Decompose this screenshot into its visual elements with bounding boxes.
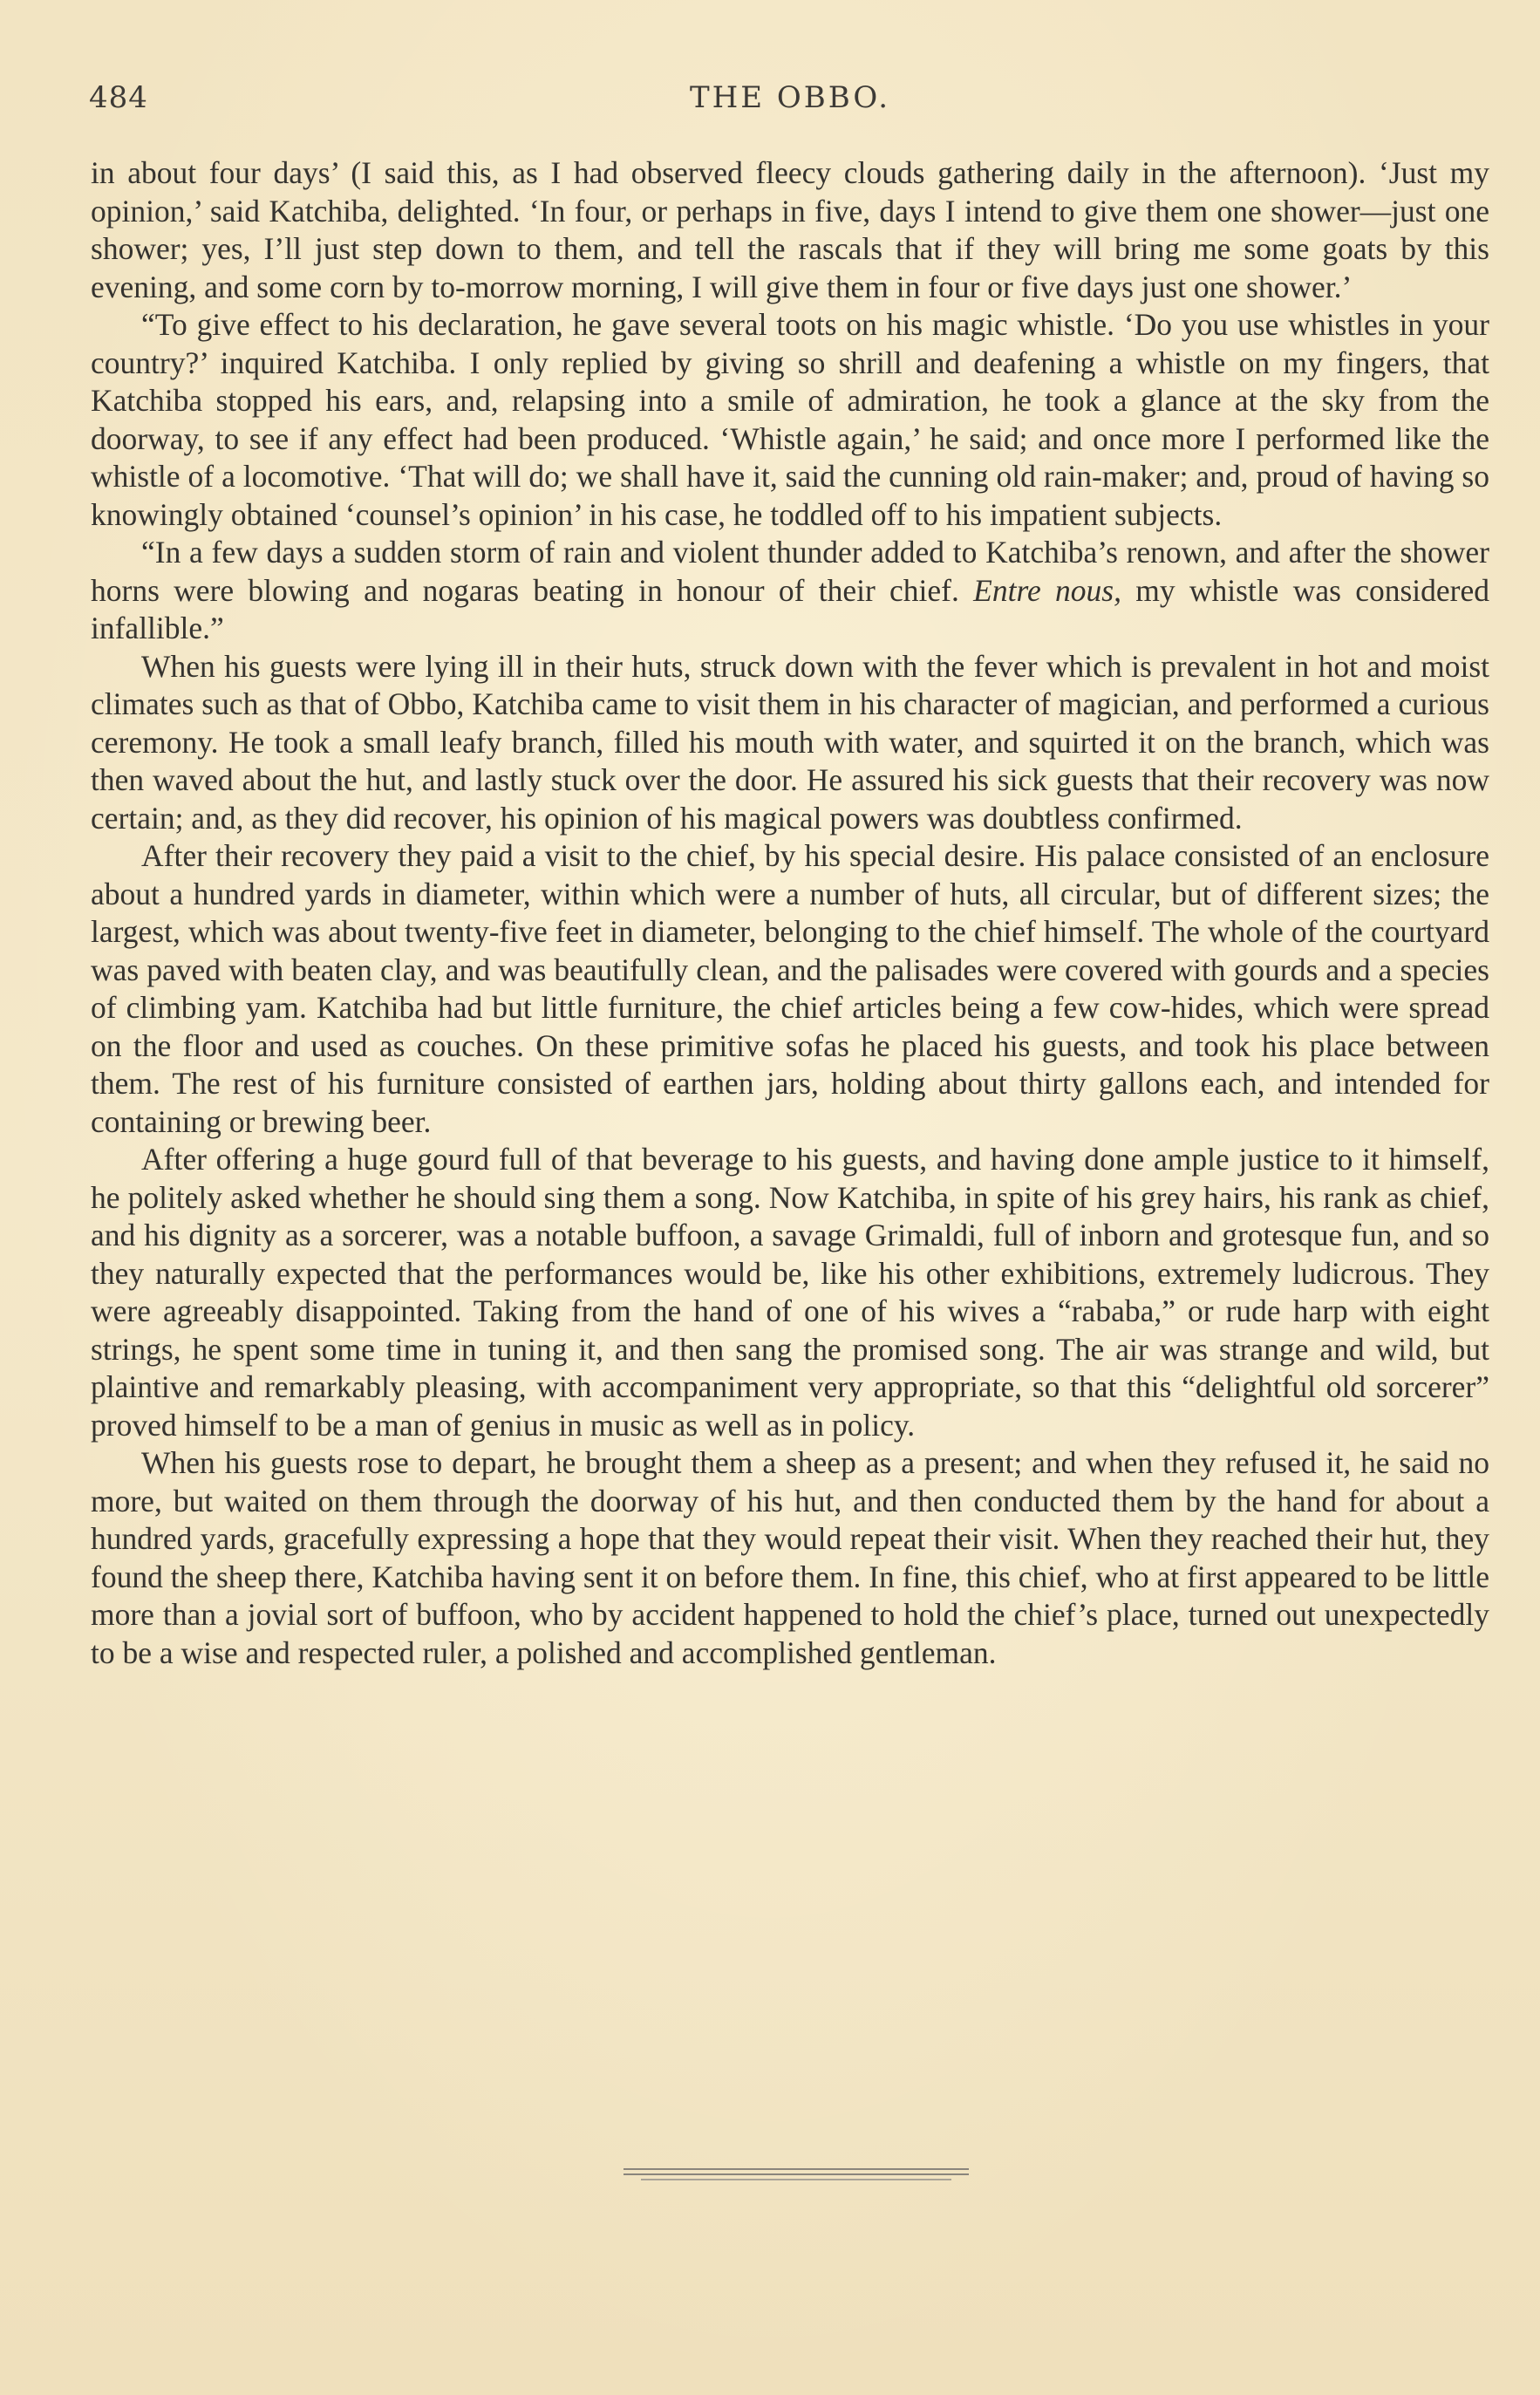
paragraph-3-text-b: my whistle was considered infallible.” xyxy=(91,572,1489,645)
paragraph-3-text-a: “In a few days a sudden storm of rain and violent thunder added to Katchiba’s renown, and after the shower horns were blowing and nogaras beating in honour of their chief. xyxy=(91,535,1489,608)
body-text xyxy=(91,154,1489,1672)
page-number: 484 xyxy=(89,80,148,115)
section-end-rule xyxy=(623,2168,969,2180)
paragraph-6: After offering a huge gourd full of that beverage to his guests, and having done ample justice to it himself, he politely asked whether he should sing them a song. Now Katchiba, in spite of his grey hairs, his rank as chief, and his dignity as a sorcerer, was a notable buffoon, a savage Grimaldi, full of inborn and grotesque fun, and so they naturally expected that the performances would be, like his other exhibitions, extremely ludicrous. They were agreeably disappointed. Taking from the hand of one of his wives a “rababa,” or rude harp with eight strings, he spent some time in tuning it, and then sang the promised song. The air was strange and wild, but plaintive and remarkably pleasing, with accompaniment very appropriate, so that this “delightful old sorcerer” proved himself to be a man of genius in music as well as in policy. xyxy=(91,1142,1489,1443)
paragraph-5: After their recovery they paid a visit to the chief, by his special desire. His palace consisted of an enclosure about a hundred yards in diameter, within which were a number of huts, all circular, but of different sizes; the largest, which was about twenty-five feet in diameter, belonging to the chief himself. The whole of the courtyard was paved with beaten clay, and was beautifully clean, and the palisades were covered with gourds and a species of climbing yam. Katchiba had but little furniture, the chief articles being a few cow-hides, which were spread on the floor and used as couches. On these primitive sofas he placed his guests, and took his place between them. The rest of his furniture consisted of earthen jars, holding about thirty gallons each, and intended for containing or brewing beer. xyxy=(91,838,1489,1139)
paragraph-3 xyxy=(91,534,1489,648)
rule-line xyxy=(623,2173,969,2175)
running-title: THE OBBO. xyxy=(689,80,891,115)
rule-line xyxy=(623,2168,969,2170)
rule-line xyxy=(641,2179,951,2180)
paragraph-7: When his guests rose to depart, he brought them a sheep as a present; and when they refused it, he said no more, but waited on them through the doorway of his hut, and then conducted them by the hand for about a hundred yards, gracefully expressing a hope that they would repeat their visit. When they reached their hut, they found the sheep there, Katchiba having sent it on before them. In fine, this chief, who at first appeared to be little more than a jovial sort of buffoon, who by accident happened to hold the chief’s place, turned out unexpectedly to be a wise and respected ruler, a polished and accomplished gentleman. xyxy=(91,1445,1489,1670)
running-head xyxy=(89,80,1491,124)
italic-phrase: Entre nous, xyxy=(973,572,1121,608)
paragraph-4: When his guests were lying ill in their huts, struck down with the fever which is prevalent in hot and moist climates such as that of Obbo, Katchiba came to visit them in his character of magician, and performed a curious ceremony. He took a small leafy branch, filled his mouth with water, and squirted it on the branch, which was then waved about the hut, and lastly stuck over the door. He assured his sick guests that their recovery was now certain; and, as they did recover, his opinion of his magical powers was doubtless confirmed. xyxy=(91,648,1489,836)
paragraph-1: in about four days’ (I said this, as I had observed fleecy clouds gathering daily in the afternoon). ‘Just my opinion,’ said Katchiba, delighted. ‘In four, or perhaps in five, days I intend to give them one shower—just one shower; yes, I’ll just step down to them, and tell the rascals that if they will bring me some goats by this evening, and some corn by to-morrow morning, I will give them in four or five days just one shower.’ xyxy=(91,155,1489,304)
paragraph-2: “To give effect to his declaration, he gave several toots on his magic whistle. ‘Do you use whistles in your country?’ inquired Katchiba. I only replied by giving so shrill and deafening a whistle on my fingers, that Katchiba stopped his ears, and, relapsing into a smile of admiration, he took a glance at the sky from the doorway, to see if any effect had been produced. ‘Whistle again,’ he said; and once more I performed like the whistle of a locomotive. ‘That will do; we shall have it, said the cunning old rain-maker; and, proud of having so knowingly obtained ‘counsel’s opinion’ in his case, he toddled off to his impatient subjects. xyxy=(91,307,1489,532)
